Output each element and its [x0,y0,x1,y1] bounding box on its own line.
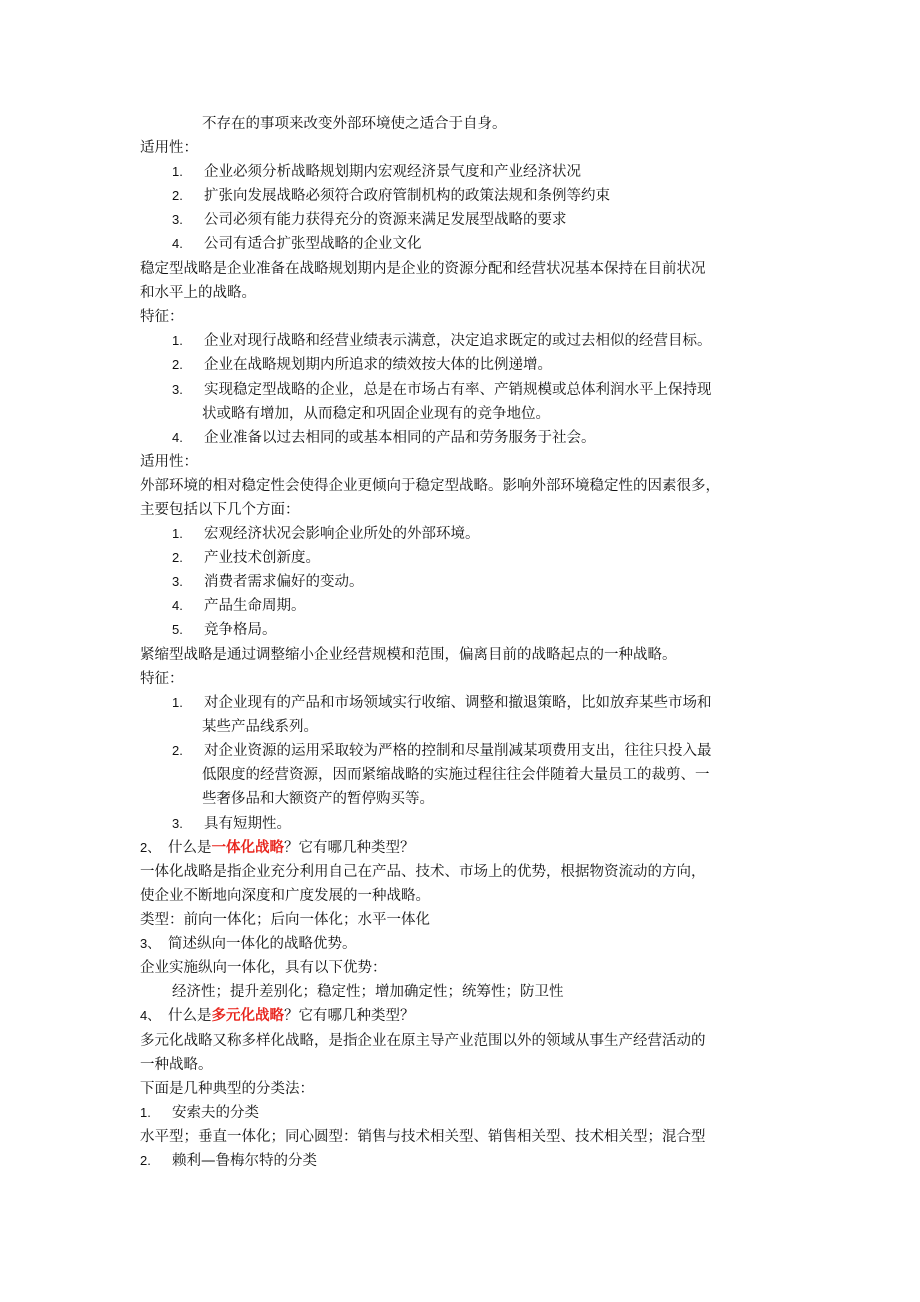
question-number: 4、 [140,1008,161,1023]
list-text: 扩张向发展战略必须符合政府管制机构的政策法规和条例等约束 [204,188,610,204]
list-text: 企业必须分析战略规划期内宏观经济景气度和产业经济状况 [204,164,581,180]
integration-definition: 一体化战略是指企业充分利用自己在产品、技术、市场上的优势，根据物资流动的方向， [140,864,706,880]
list-item [172,522,822,546]
list-item [172,378,822,402]
classification-types: 水平型；垂直一体化；同心圆型：销售与技术相关型、销售相关型、技术相关型；混合型 [140,1129,706,1145]
list-item [172,208,822,232]
list-item [172,594,822,618]
diversification-definition: 多元化战略又称多样化战略，是指企业在原主导产业范围以外的领域从事生产经营活动的 [140,1033,706,1049]
section-label-features: 特征： [140,671,184,687]
vertical-integration-intro: 企业实施纵向一体化，具有以下优势： [140,960,387,976]
integration-definition-cont: 使企业不断地向深度和广度发展的一种战略。 [140,888,430,904]
list-item-continuation: 些奢侈品和大额资产的暂停购买等。 [202,791,434,807]
list-number: 2. [172,550,183,565]
list-number: 1. [172,333,183,348]
list-item-continuation: 某些产品线系列。 [202,719,318,735]
diversification-definition-cont: 一种战略。 [140,1057,213,1073]
list-item [172,160,822,184]
question-text: 简述纵向一体化的战略优势。 [168,936,357,952]
list-text: 企业对现行战略和经营业绩表示满意，决定追求既定的或过去相似的经营目标。 [204,333,712,349]
list-item [172,618,822,642]
list-item [172,426,822,450]
highlighted-term: 多元化战略 [211,1007,284,1024]
list-text: 具有短期性。 [204,816,291,832]
classification-title: 安索夫的分类 [172,1105,259,1121]
question-heading [140,1004,790,1028]
environment-paragraph: 外部环境的相对稳定性会使得企业更倾向于稳定型战略。影响外部环境稳定性的因素很多， [140,478,720,494]
list-item [172,739,822,763]
classification-heading [140,1101,790,1125]
list-number: 1. [172,695,183,710]
list-number: 3. [172,212,183,227]
question-number: 3、 [140,936,161,951]
classification-heading [140,1149,790,1173]
list-number: 4. [172,598,183,613]
list-item [172,546,822,570]
list-number: 3. [172,574,183,589]
list-item-continuation: 状或略有增加，从而稳定和巩固企业现有的竞争地位。 [202,406,550,422]
integration-types: 类型：前向一体化；后向一体化；水平一体化 [140,912,430,928]
list-item-continuation: 低限度的经营资源，因而紧缩战略的实施过程往往会伴随着大量员工的裁剪、一 [202,767,710,783]
list-number: 3. [172,816,183,831]
list-text: 产品生命周期。 [204,598,306,614]
list-text: 企业准备以过去相同的或基本相同的产品和劳务服务于社会。 [204,430,596,446]
list-text: 企业在战略规划期内所追求的绩效按大体的比例递增。 [204,357,552,373]
question-heading [140,836,790,860]
list-text: 实现稳定型战略的企业，总是在市场占有率、产销规模或总体利润水平上保持现 [204,382,712,398]
paragraph-continuation: 不存在的事项来改变外部环境使之适合于自身。 [202,116,507,132]
question-prefix: 什么是 [168,1008,212,1024]
retrenchment-definition: 紧缩型战略是通过调整缩小企业经营规模和范围，偏离目前的战略起点的一种战略。 [140,647,677,663]
list-item [172,691,822,715]
list-number: 2. [172,743,183,758]
list-number: 2. [172,188,183,203]
list-item [172,232,822,256]
list-text: 宏观经济状况会影响企业所处的外部环境。 [204,526,480,542]
list-number: 4. [172,236,183,251]
stable-strategy-definition-cont: 和水平上的战略。 [140,285,256,301]
list-text: 产业技术创新度。 [204,550,320,566]
question-number: 2、 [140,840,161,855]
list-text: 消费者需求偏好的变动。 [204,574,364,590]
list-number: 1. [140,1105,151,1120]
list-item [172,812,822,836]
list-text: 竞争格局。 [204,622,277,638]
list-number: 5. [172,622,183,637]
classification-intro: 下面是几种典型的分类法： [140,1081,314,1097]
question-prefix: 什么是 [168,840,212,856]
list-text: 公司有适合扩张型战略的企业文化 [204,236,422,252]
list-text: 对企业资源的运用采取较为严格的控制和尽量削减某项费用支出，往往只投入最 [204,743,712,759]
list-number: 2. [172,357,183,372]
list-number: 4. [172,430,183,445]
question-suffix: ？它有哪几种类型？ [284,1008,415,1024]
classification-title: 赖利—鲁梅尔特的分类 [172,1153,317,1169]
question-heading [140,932,790,956]
section-label-applicability: 适用性： [140,454,198,470]
stable-strategy-definition: 稳定型战略是企业准备在战略规划期内是企业的资源分配和经营状况基本保持在目前状况 [140,261,706,277]
list-item [172,353,822,377]
list-number: 1. [172,526,183,541]
question-suffix: ？它有哪几种类型？ [284,840,415,856]
vertical-integration-advantages: 经济性；提升差别化；稳定性；增加确定性；统筹性；防卫性 [172,984,564,1000]
list-item [172,570,822,594]
list-number: 2. [140,1153,151,1168]
highlighted-term: 一体化战略 [211,839,284,856]
section-label-features: 特征： [140,309,184,325]
list-number: 3. [172,382,183,397]
list-text: 对企业现有的产品和市场领域实行收缩、调整和撤退策略，比如放弃某些市场和 [204,695,712,711]
list-number: 1. [172,164,183,179]
list-text: 公司必须有能力获得充分的资源来满足发展型战略的要求 [204,212,567,228]
list-item [172,184,822,208]
section-label-applicability: 适用性： [140,140,198,156]
list-item [172,329,822,353]
environment-paragraph-cont: 主要包括以下几个方面： [140,502,300,518]
